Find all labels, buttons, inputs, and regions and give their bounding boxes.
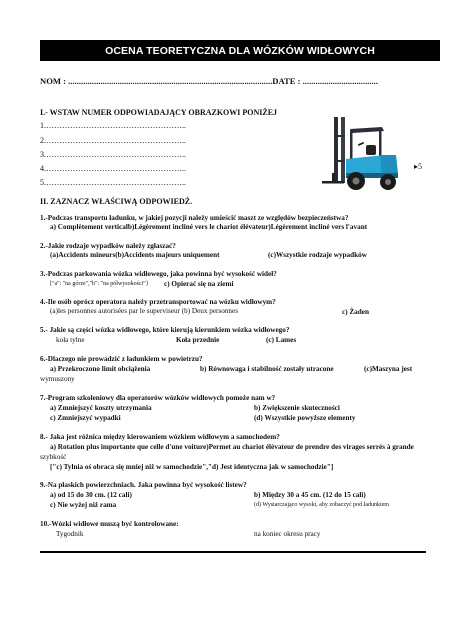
section1-heading: I.- WSTAW NUMER ODPOWIADAJĄCY OBRAZKOWI PONIŻEJ [40, 108, 278, 117]
question-9-option-b: b) Między 30 a 45 cm. (12 do 15 cali) [254, 491, 366, 499]
question-5: 5.- Jakie są części wózka widłowego, które kierują kierunkiem wózka widłowego? [40, 326, 290, 334]
question-8-option-cd: ["c) Tylnia oś obraca się mniej niż w samochodzie","d) Jest identyczna jak w samochodzie"] [50, 463, 334, 471]
question-1: 1.-Podczas transportu ładunku, w jakiej pozycji należy umieścić maszt ze względów bezpieczeństwa? [40, 214, 349, 222]
question-4-option-c: c) Żaden [342, 308, 369, 316]
question-7-option-b: b) Zwiększenie skuteczności [254, 404, 340, 412]
document-title: OCENA TEORETYCZNA DLA WÓZKÓW WIDŁOWYCH [40, 40, 440, 61]
forklift-image [322, 115, 412, 195]
question-2-option-ab: (a)Accidents mineurs(b)Accidents majeurs uniquement [50, 251, 220, 259]
question-3-option-c: c) Opierać się na ziemi [164, 280, 234, 288]
section2-heading: II. ZAZNACZ WŁAŚCIWĄ ODPOWIEDŹ. [40, 197, 193, 206]
answer-line-5: 5.…………………………………………….. [40, 178, 186, 187]
question-7: 7.-Program szkoleniowy dla operatorów wózków widłowych pomoże nam w? [40, 394, 276, 402]
question-6-option-c: (c)Maszyna jest [364, 365, 413, 373]
image-pointer-label: ▸5 [414, 162, 423, 171]
question-10: 10.-Wózki widłowe muszą być kontrolowane: [40, 520, 179, 528]
question-6-option-a: a) Przekroczono limit obciążenia [50, 365, 151, 373]
answer-line-2: 2.…………………………………………….. [40, 136, 186, 145]
question-10-option-a: Tygodnik [56, 530, 84, 538]
question-9-option-c: c) Nie wyżej niż rama [50, 501, 117, 509]
question-9: 9.-Na płaskich powierzchniach. Jaka powinna być wysokość listew? [40, 481, 247, 489]
question-6-option-c-cont: wymuszony [40, 375, 75, 383]
question-1-answers: a) Complètement verticalb)Légèrement incliné vers le chariot élévateur)Légèrement incliné vers l'avant [50, 223, 368, 231]
question-5-option-b: Koła przednie [176, 336, 220, 344]
question-8-option-ab: a) Rotation plus importante que celle d'une voiture)Permet au chariot élévateur de prendre des virages serrés à grande [50, 443, 414, 451]
question-4-option-ab: (a)les personnes autorisées par le superviseur (b) Deux personnes [50, 307, 239, 315]
question-7-option-c: c) Zmniejszyć wypadki [50, 414, 121, 422]
question-8-option-ab-cont: szybkość [40, 453, 67, 461]
question-10-option-b: na koniec okresu pracy [254, 530, 321, 538]
answer-line-3: 3.…………………………………………….. [40, 150, 186, 159]
question-2-option-c: (c)Wszystkie rodzaje wypadków [268, 251, 367, 259]
question-8: 8.- Jaka jest różnica między kierowaniem wózkiem widłowym a samochodem? [40, 433, 280, 441]
question-9-option-a: a) od 15 do 30 cm. (12 cali) [50, 491, 132, 499]
question-7-option-d: (d) Wszystkie powyższe elementy [254, 414, 356, 422]
question-4: 4.-Ile osób oprócz operatora należy przetransportować na wózku widłowym? [40, 298, 276, 306]
question-2: 2.-Jakie rodzaje wypadków należy zgłaszać? [40, 242, 176, 250]
question-6-option-b: b) Równowaga i stabilność zostały utracone [200, 365, 334, 373]
question-7-option-a: a) Zmniejszyć koszty utrzymania [50, 404, 152, 412]
question-5-option-a: koła tylne [56, 336, 85, 344]
name-date-line: NOM : ...............................................................................................DATE : ................................... [40, 76, 378, 86]
question-5-option-c: (c) Lames [266, 336, 297, 344]
question-9-option-d: (d) Wystarczająco wysoki, aby zobaczyć pod ładunkiem [254, 502, 389, 508]
answer-line-4: 4.…………………………………………….. [40, 164, 186, 173]
question-6: 6.-Dlaczego nie prowadzić z ładunkiem w powietrzu? [40, 355, 203, 363]
answer-line-1: 1.…………………………………………….. [40, 121, 186, 130]
bottom-divider [40, 551, 426, 553]
question-3: 3.-Podczas parkowania wózka widłowego, jaka powinna być wysokość wideł? [40, 270, 277, 278]
question-3-option-ab: ["a": "na górze","b": "na półwysokości"} [50, 281, 149, 287]
